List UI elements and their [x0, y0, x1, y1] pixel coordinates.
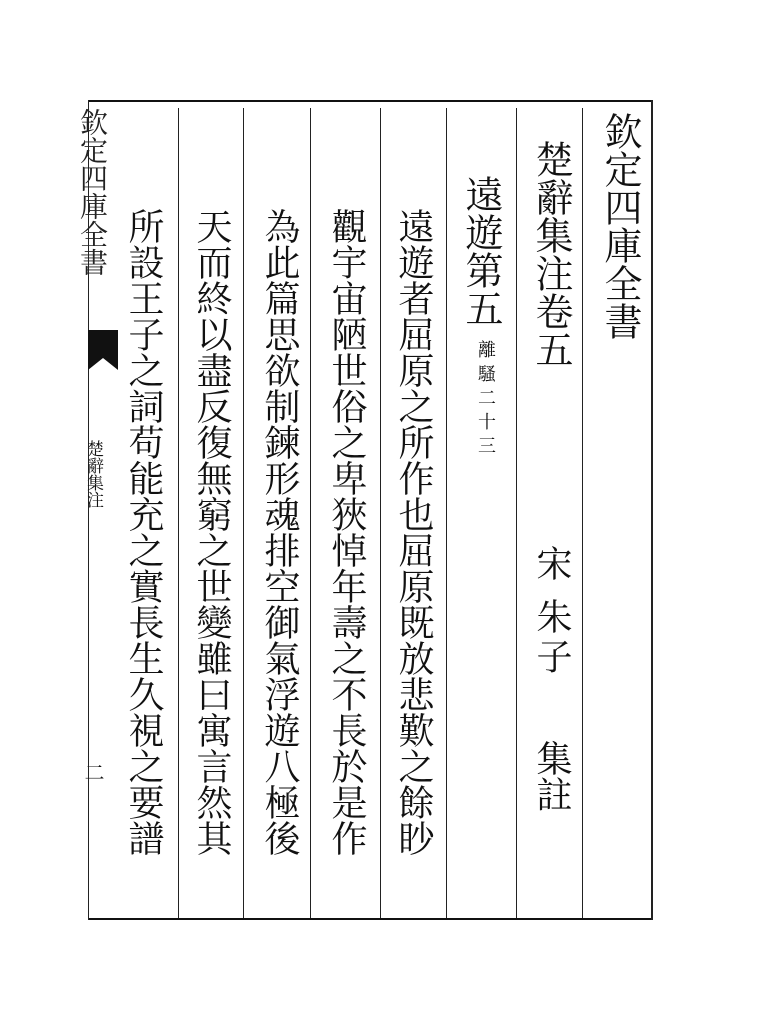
body-line-2: 觀宇宙陋世俗之卑狹悼年壽之不長於是作 [326, 208, 367, 856]
column-rule [516, 108, 517, 918]
chapter-title: 遠遊第五 [459, 175, 503, 327]
column-rule [310, 108, 311, 918]
author-role: 集註 [531, 740, 572, 812]
author-name: 朱子 [531, 598, 572, 678]
margin-page-number: 二 [81, 762, 105, 782]
author-dynasty: 宋 [531, 545, 572, 581]
bottom-border [88, 918, 653, 920]
margin-header: 欽定四庫全書 [76, 108, 109, 276]
body-line-5: 所設王子之詞苟能充之實長生久視之要譜 [123, 208, 164, 856]
margin-book-title: 楚辭集注 [83, 440, 103, 508]
column-rule [178, 108, 179, 918]
column-rule [380, 108, 381, 918]
body-line-1: 遠遊者屈原之所作也屈原既放悲歎之餘眇 [393, 208, 434, 856]
chapter-note: 離騷二十三 [475, 340, 496, 460]
column-rule [243, 108, 244, 918]
header-title: 欽定四庫全書 [598, 112, 642, 340]
column-rule [582, 108, 583, 918]
body-line-4: 天而終以盡反復無窮之世變雖曰寓言然其 [191, 208, 232, 856]
book-title: 楚辭集注卷五 [529, 140, 573, 368]
top-border [88, 100, 653, 102]
column-rule [446, 108, 447, 918]
body-line-3: 為此篇思欲制鍊形魂排空御氣浮遊八極後 [259, 208, 300, 856]
right-border [651, 100, 653, 920]
